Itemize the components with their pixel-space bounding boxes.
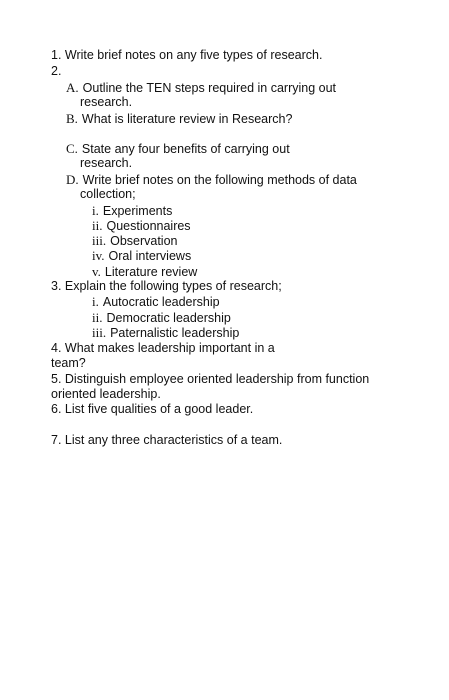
- question-3: 3. Explain the following types of research;: [51, 279, 282, 293]
- question-4-continued: team?: [51, 356, 86, 370]
- list-marker: iv.: [92, 248, 105, 263]
- question-2b: B. What is literature review in Research?: [66, 111, 293, 126]
- list-item: v. Literature review: [92, 264, 198, 279]
- question-5-continued: oriented leadership.: [51, 387, 161, 401]
- list-marker: B.: [66, 111, 78, 126]
- list-item: i. Autocratic leadership: [92, 294, 220, 309]
- question-2c-continued: research.: [80, 156, 133, 170]
- question-2a: A. Outline the TEN steps required in carrying out: [66, 80, 337, 95]
- question-5: 5. Distinguish employee oriented leadership from function: [51, 372, 370, 386]
- list-item: iv. Oral interviews: [92, 248, 192, 263]
- list-marker: iii.: [92, 233, 107, 248]
- list-item: ii. Democratic leadership: [92, 310, 231, 325]
- question-2-number: 2.: [51, 64, 62, 78]
- list-marker: iii.: [92, 325, 107, 340]
- list-marker: i.: [92, 203, 99, 218]
- question-2a-continued: research.: [80, 95, 133, 109]
- list-marker: ii.: [92, 218, 103, 233]
- question-7: 7. List any three characteristics of a team.: [51, 433, 283, 447]
- list-item: iii. Observation: [92, 233, 178, 248]
- list-marker: D.: [66, 172, 79, 187]
- list-item: iii. Paternalistic leadership: [92, 325, 240, 340]
- list-marker: i.: [92, 294, 99, 309]
- list-marker: v.: [92, 264, 101, 279]
- list-marker: C.: [66, 141, 78, 156]
- question-2d: D. Write brief notes on the following methods of data: [66, 172, 357, 187]
- question-2c: C. State any four benefits of carrying out: [66, 141, 290, 156]
- list-item: i. Experiments: [92, 203, 173, 218]
- question-6: 6. List five qualities of a good leader.: [51, 402, 254, 416]
- list-item: ii. Questionnaires: [92, 218, 191, 233]
- question-4: 4. What makes leadership important in a: [51, 341, 275, 355]
- list-marker: ii.: [92, 310, 103, 325]
- question-1: 1. Write brief notes on any five types of research.: [51, 48, 323, 62]
- list-marker: A.: [66, 80, 79, 95]
- question-2d-continued: collection;: [80, 187, 136, 201]
